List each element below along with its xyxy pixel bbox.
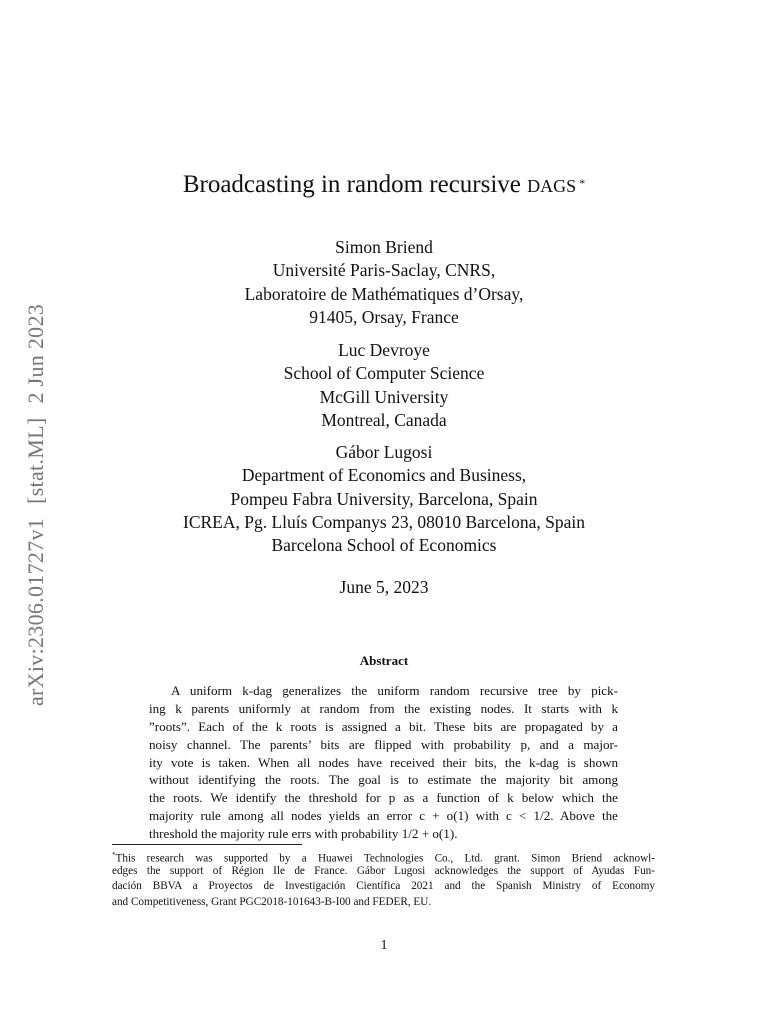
footnote-line: edges the support of Région Ile de France. Gábor Lugosi acknowledges the support of Ayudas Fun- [112,864,655,877]
abstract-line: threshold the majority rule errs with probability 1/2 + o(1). [149,826,458,842]
footnote-line: dación BBVA a Proyectos de Investigación Científica 2021 and the Spanish Ministry of Economy [112,880,655,893]
footnote-line: and Competitiveness, Grant PGC2018-101643-B-I00 and FEDER, EU. [112,896,432,909]
author-name: Luc Devroye [338,340,430,360]
author-affiliation-line: School of Computer Science [283,363,485,384]
abstract-line: ing k parents uniformly at random from the existing nodes. It starts with k [149,700,618,716]
author-name: Simon Briend [335,237,433,257]
author-block-1 [0,236,768,329]
abstract-line: without identifying the roots. The goal is to estimate the majority bit among [149,772,618,788]
abstract-line: majority rule among all nodes yields an error c + o(1) with c < 1/2. Above the [149,808,618,824]
footnote-rule [112,844,302,845]
author-affiliation-line: Department of Economics and Business, [241,465,527,486]
paper-title [0,170,768,200]
arxiv-id: arXiv:2306.01727v1 [23,517,48,707]
arxiv-category: [stat.ML] [23,417,48,504]
paper-date: June 5, 2023 [339,577,429,597]
page-number: 1 [380,938,388,953]
arxiv-date: 2 Jun 2023 [23,303,48,404]
footnote-mark: * [112,851,116,859]
title-footnote-mark: * [579,176,586,190]
abstract-line: A uniform k-dag generalizes the uniform random recursive tree by pick- [171,683,618,698]
author-affiliation-line: Université Paris-Saclay, CNRS, [272,260,496,281]
author-name: Gábor Lugosi [335,442,433,462]
abstract-line: the roots. We identify the threshold for p as a function of k below which the [149,790,618,806]
footnote-line-text: This research was supported by a Huawei Technologies Co., Ltd. grant. Simon Briend acknowl- [115,852,655,864]
author-affiliation-line: Laboratoire de Mathématiques d’Orsay, [244,283,524,304]
author-affiliation-line: Montreal, Canada [321,409,447,430]
author-affiliation-line: McGill University [319,386,449,407]
title-smallcaps: dags [527,171,577,198]
abstract-line: noisy channel. The parents’ bits are flipped with probability p, and a major- [149,736,618,752]
author-affiliation-line: 91405, Orsay, France [309,306,459,327]
footnote-line [112,848,655,864]
author-affiliation-line: ICREA, Pg. Lluís Companys 23, 08010 Barcelona, Spain [183,511,585,532]
footnote [112,848,655,911]
author-block-2 [0,339,768,432]
abstract-line: ”roots”. Each of the k roots is assigned a bit. These bits are propagated by a [149,718,618,734]
abstract-body [149,682,618,843]
author-affiliation-line: Pompeu Fabra University, Barcelona, Spain [230,488,538,509]
abstract-line: ity vote is taken. When all nodes have received their bits, the k-dag is shown [149,754,618,770]
author-affiliation-line: Barcelona School of Economics [271,535,497,556]
title-main: Broadcasting in random recursive [182,171,521,198]
author-block-3 [0,441,768,557]
abstract-heading: Abstract [359,653,409,668]
